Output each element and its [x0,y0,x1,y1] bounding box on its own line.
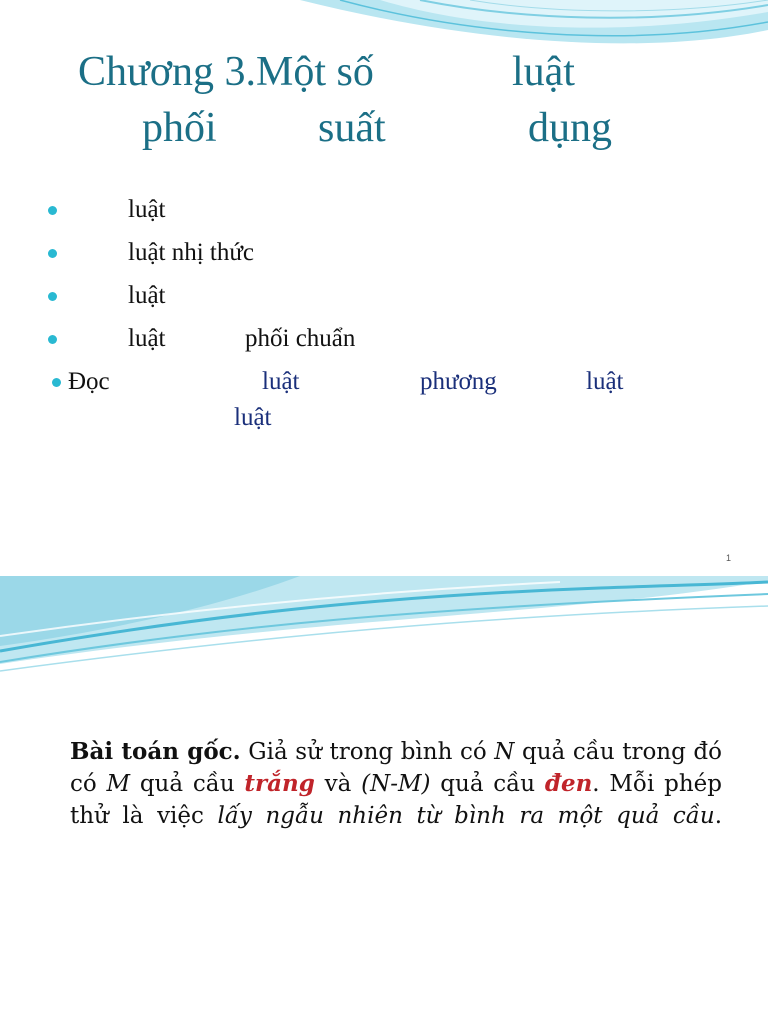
bullet-dot-icon [52,378,61,387]
bullet-dot-icon [48,292,57,301]
var-m: M [106,771,131,797]
list-item [128,196,166,224]
title-part: luật [512,49,575,95]
problem-text: quả cầu trong đó có [70,739,722,797]
var-n: N [494,739,515,765]
reading-label: Đọc [68,368,110,395]
slide-title-line-1 [78,48,575,96]
title-part: dụng [528,105,612,151]
reading-item [68,368,110,396]
item-text: luật nhị thức [128,239,255,266]
item-text: luật [128,196,166,223]
problem-text: và [314,771,362,797]
problem-text: . Mỗi phép thử là việc [70,771,722,829]
list-item [128,282,166,310]
item-text: phối chuẩn [245,325,356,352]
problem-statement [70,736,722,832]
bullet-dot-icon [48,335,57,344]
title-part: suất [318,105,386,151]
item-text: luật [128,282,166,309]
problem-text: Giả sử trong bình có [240,739,495,765]
reading-link[interactable]: luật [586,368,624,395]
title-part: phối [142,105,217,151]
var-n-minus-m: (N-M) [361,771,431,797]
problem-text: quả cầu [130,771,245,797]
bullet-dot-icon [48,206,57,215]
problem-text: . [714,803,723,829]
black-ball-term: đen [544,770,593,797]
reading-link[interactable]: luật [234,404,272,431]
problem-heading: Bài toán gốc. [70,738,241,765]
list-item [128,325,356,353]
list-item [128,239,254,267]
wave-decoration [0,576,768,686]
draw-description: lấy ngẫu nhiên từ bình ra một quả cầu [217,803,715,829]
title-part: Chương 3.Một số [78,49,374,95]
white-ball-term: trắng [244,770,315,797]
reading-link[interactable]: phương [420,368,497,395]
reading-link[interactable]: luật [262,368,300,395]
bullet-dot-icon [48,249,57,258]
problem-text: quả cầu [430,771,545,797]
item-text: luật [128,325,166,352]
slide-2 [0,576,768,1024]
page-number: 1 [726,553,732,563]
